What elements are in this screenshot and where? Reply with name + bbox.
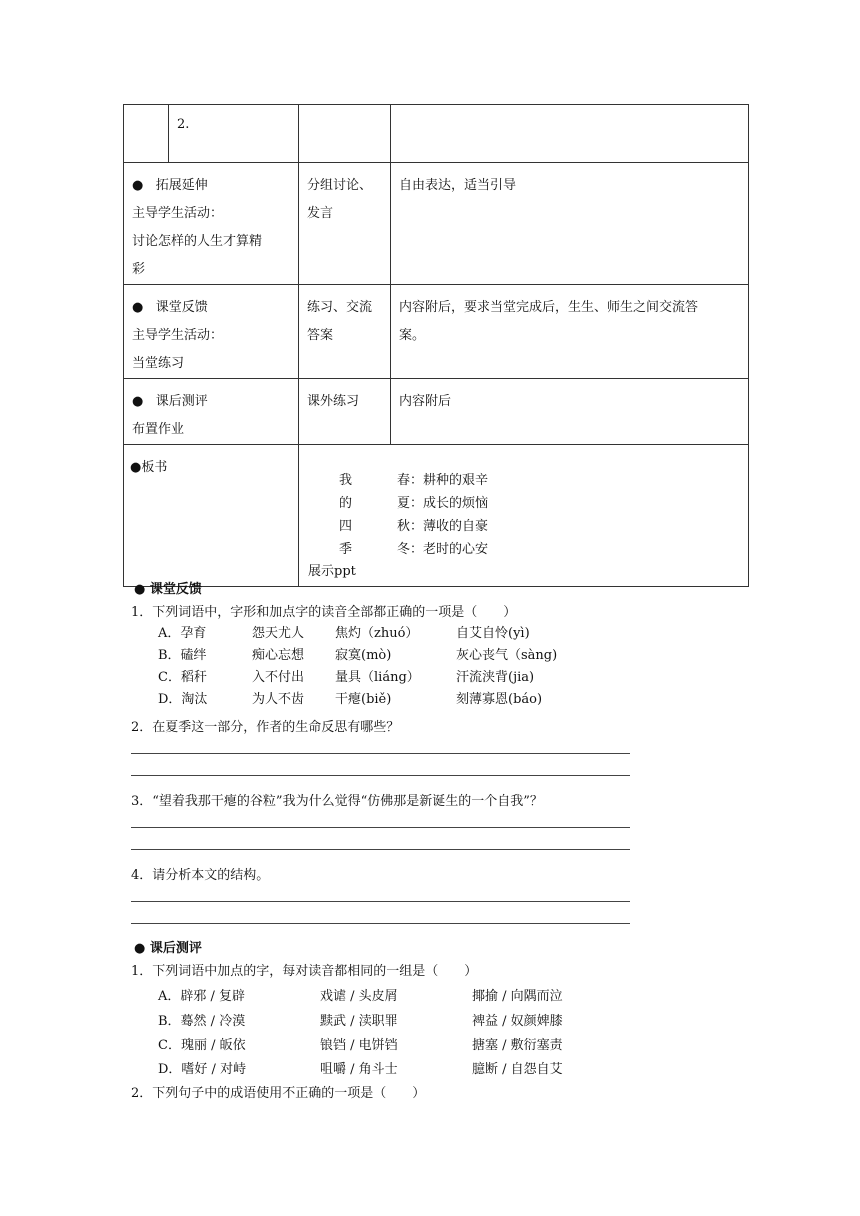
option-b-label: B．蓦然 / 冷漠 bbox=[158, 1014, 246, 1029]
option-b-word3: 裨益 / 奴颜婢膝 bbox=[472, 1014, 563, 1029]
bullet: ● bbox=[132, 394, 144, 409]
answer-line bbox=[131, 753, 630, 754]
method-text: 分组讨论、 bbox=[307, 178, 373, 193]
option-b-word3: 寂寞(mò) bbox=[335, 648, 392, 663]
option-c-word2: 锒铛 / 电饼铛 bbox=[320, 1038, 398, 1053]
option-d-word3: 臆断 / 自怨自艾 bbox=[472, 1062, 563, 1077]
answer-line bbox=[131, 827, 630, 828]
answer-line bbox=[131, 923, 630, 924]
board-line: 我 春：耕种的艰辛 bbox=[339, 473, 489, 488]
answer-line bbox=[131, 775, 630, 776]
option-c-word4: 汗流浃背(jia) bbox=[456, 670, 535, 685]
activity-desc: 当堂练习 bbox=[132, 356, 185, 371]
activity-sub: 主导学生活动： bbox=[132, 328, 224, 343]
note-text: 自由表达，适当引导 bbox=[399, 178, 517, 193]
option-b-label: B．磕绊 bbox=[158, 648, 207, 663]
question-1: 1．下列词语中，字形和加点字的读音全部都正确的一项是（ ） bbox=[131, 605, 517, 620]
option-a-word2: 怨天尤人 bbox=[252, 626, 305, 641]
bullet: ● bbox=[132, 178, 144, 193]
note-text: 内容附后，要求当堂完成后，生生、师生之间交流答 bbox=[399, 300, 699, 315]
option-d-label: D．嗜好 / 对峙 bbox=[158, 1062, 247, 1077]
bullet: ● bbox=[132, 300, 144, 315]
option-a-word3: 揶揄 / 向隅而泣 bbox=[472, 989, 563, 1004]
table-row bbox=[124, 105, 749, 163]
activity-sub: 主导学生活动： bbox=[132, 206, 224, 221]
activity-title: ● 课堂反馈 bbox=[132, 300, 208, 315]
activity-title: ● 课后测评 bbox=[132, 394, 208, 409]
activity-desc-cont: 彩 bbox=[132, 262, 146, 277]
table-row bbox=[124, 379, 749, 445]
assessment-question-2: 2．下列句子中的成语使用不正确的一项是（ ） bbox=[131, 1086, 426, 1101]
question-2: 2．在夏季这一部分，作者的生命反思有哪些？ bbox=[131, 720, 400, 735]
method-text: 练习、交流 bbox=[307, 300, 373, 315]
option-d-word2: 为人不齿 bbox=[252, 692, 305, 707]
board-line: 的 夏：成长的烦恼 bbox=[339, 496, 489, 511]
activity-title: ● 拓展延伸 bbox=[132, 178, 208, 193]
option-b-word4: 灰心丧气（sàng) bbox=[456, 648, 558, 663]
note-text: 内容附后 bbox=[399, 394, 452, 409]
row-number: 2. bbox=[177, 117, 190, 132]
option-c-word3: 量具（liáng） bbox=[335, 670, 420, 685]
option-d-word3: 干瘪(biě) bbox=[335, 692, 392, 707]
table-row: ● 课堂反馈 主导学生活动： 当堂练习 练习、交流 答案 内容附后，要求当堂完成后，生生、师生之间交流答 案。 bbox=[124, 285, 749, 379]
table-row: ● 拓展延伸 主导学生活动： 讨论怎样的人生才算精 彩 分组讨论、 发言 自由表达，适当引导 bbox=[124, 163, 749, 285]
question-3: 3．“望着我那干瘪的谷粒”我为什么觉得“仿佛那是新诞生的一个自我”？ bbox=[131, 794, 543, 809]
board-content bbox=[299, 445, 748, 561]
option-a-word2: 戏谑 / 头皮屑 bbox=[320, 989, 398, 1004]
option-a-label: A．辟邪 / 复辟 bbox=[158, 989, 246, 1004]
activity-sub: 布置作业 bbox=[132, 422, 185, 437]
option-c-label: C．瑰丽 / 皈依 bbox=[158, 1038, 246, 1053]
option-a-word3: 焦灼（zhuó） bbox=[335, 626, 419, 641]
question-4: 4．请分析本文的结构。 bbox=[131, 868, 270, 883]
assessment-question-1: 1．下列词语中加点的字，每对读音都相同的一组是（ ） bbox=[131, 964, 478, 979]
activity-desc: 讨论怎样的人生才算精 bbox=[132, 234, 263, 249]
board-line: 季 冬：老时的心安 bbox=[339, 542, 489, 557]
option-b-word2: 黩武 / 渎职罪 bbox=[320, 1014, 398, 1029]
table-row bbox=[124, 445, 749, 587]
option-c-word2: 入不付出 bbox=[252, 670, 305, 685]
method-text: 课外练习 bbox=[307, 394, 360, 409]
option-c-word3: 搪塞 / 敷衍塞责 bbox=[472, 1038, 563, 1053]
option-d-word2: 咀嚼 / 角斗士 bbox=[320, 1062, 398, 1077]
lesson-plan-table bbox=[123, 104, 749, 587]
option-d-word4: 刻薄寡恩(báo) bbox=[456, 692, 543, 707]
option-c-label: C．稻秆 bbox=[158, 670, 207, 685]
option-a-label: A．孕育 bbox=[158, 626, 207, 641]
board-title: ●板书 bbox=[130, 460, 168, 475]
option-a-word4: 自艾自怜(yì) bbox=[456, 626, 530, 641]
answer-line bbox=[131, 849, 630, 850]
section-heading-feedback: ● 课堂反馈 bbox=[134, 582, 202, 597]
ppt-note: 展示ppt bbox=[308, 564, 356, 579]
board-line: 四 秋：薄收的自豪 bbox=[339, 519, 489, 534]
option-b-word2: 痴心忘想 bbox=[252, 648, 305, 663]
option-d-label: D．淘汰 bbox=[158, 692, 208, 707]
answer-line bbox=[131, 901, 630, 902]
section-heading-assessment: ● 课后测评 bbox=[134, 941, 202, 956]
